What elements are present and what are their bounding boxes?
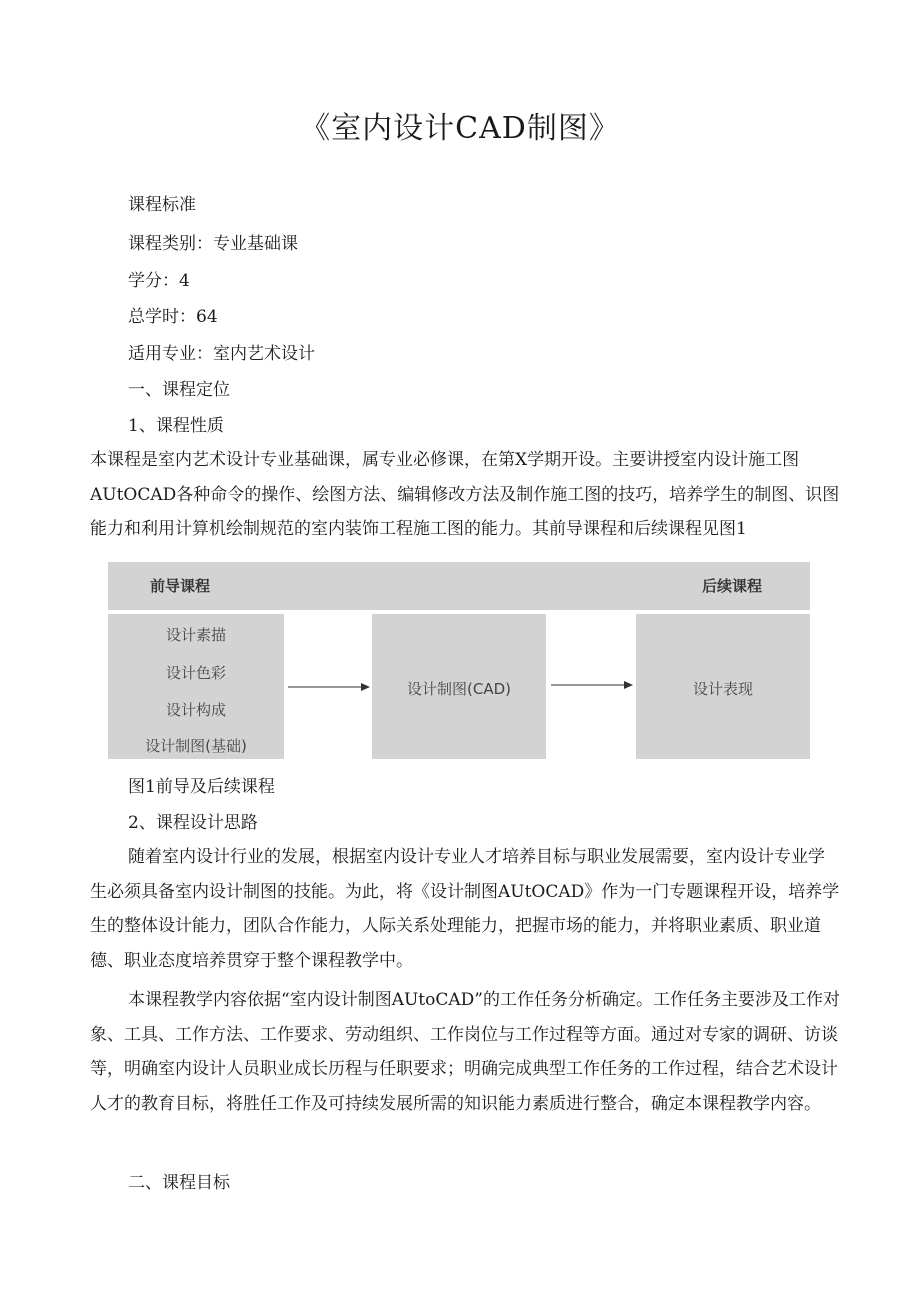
current-course-box — [372, 614, 546, 759]
course-standard-label: 课程标准 — [128, 195, 196, 215]
prereq-item: 设计制图(基础) — [145, 737, 247, 755]
subsection-course-nature: 1、课程性质 — [128, 416, 224, 436]
current-course-label: 设计制图(CAD) — [407, 680, 511, 698]
course-nature-paragraph: 本课程是室内艺术设计专业基础课，属专业必修课，在第X学期开设。主要讲授室内设计施工图AUtOCAD各种命令的操作、绘图方法、编辑修改方法及制作施工图的技巧，培养学生的制图、识图能力和利用计算机绘制规范的室内装饰工程施工图的能力。其前导课程和后续课程见图1 — [90, 450, 840, 539]
arrow-right-icon — [288, 680, 370, 694]
prereq-item: 设计素描 — [165, 626, 226, 644]
course-category: 课程类别：专业基础课 — [128, 234, 298, 254]
section1-heading: 一、课程定位 — [128, 380, 230, 400]
document-title: 《室内设计CAD制图》 — [300, 111, 620, 146]
prerequisite-courses-box — [108, 614, 284, 759]
arrow-right-icon — [551, 678, 633, 692]
design-approach-paragraph: 随着室内设计行业的发展，根据室内设计专业人才培养目标与职业发展需要，室内设计专业学生必须具备室内设计制图的技能。为此，将《设计制图AUtOCAD》作为一门专题课程开设，培养学生的整体设计能力，团队合作能力，人际关系处理能力，把握市场的能力，并将职业素质、职业道德、职业态度培养贯穿于整个课程教学中。 — [90, 847, 840, 971]
course-hours: 总学时：64 — [128, 307, 218, 327]
course-credits: 学分：4 — [128, 271, 190, 291]
followup-header: 后续课程 — [701, 577, 762, 595]
figure-header-bar — [108, 562, 810, 610]
section2-heading: 二、课程目标 — [128, 1173, 230, 1193]
prerequisite-header: 前导课程 — [150, 577, 211, 595]
figure-caption: 图1前导及后续课程 — [128, 777, 275, 797]
prereq-item: 设计构成 — [165, 701, 226, 719]
subsection-design-approach: 2、课程设计思路 — [128, 813, 258, 833]
prereq-item: 设计色彩 — [165, 664, 226, 682]
course-major: 适用专业：室内艺术设计 — [128, 344, 315, 364]
followup-course-label: 设计表现 — [692, 680, 753, 698]
followup-course-box — [636, 614, 810, 759]
content-basis-paragraph: 本课程教学内容依据“室内设计制图AUtoCAD”的工作任务分析确定。工作任务主要涉及工作对象、工具、工作方法、工作要求、劳动组织、工作岗位与工作过程等方面。通过对专家的调研、访谈等，明确室内设计人员职业成长历程与任职要求；明确完成典型工作任务的工作过程，结合艺术设计人才的教育目标，将胜任工作及可持续发展所需的知识能力素质进行整合，确定本课程教学内容。 — [90, 990, 840, 1114]
